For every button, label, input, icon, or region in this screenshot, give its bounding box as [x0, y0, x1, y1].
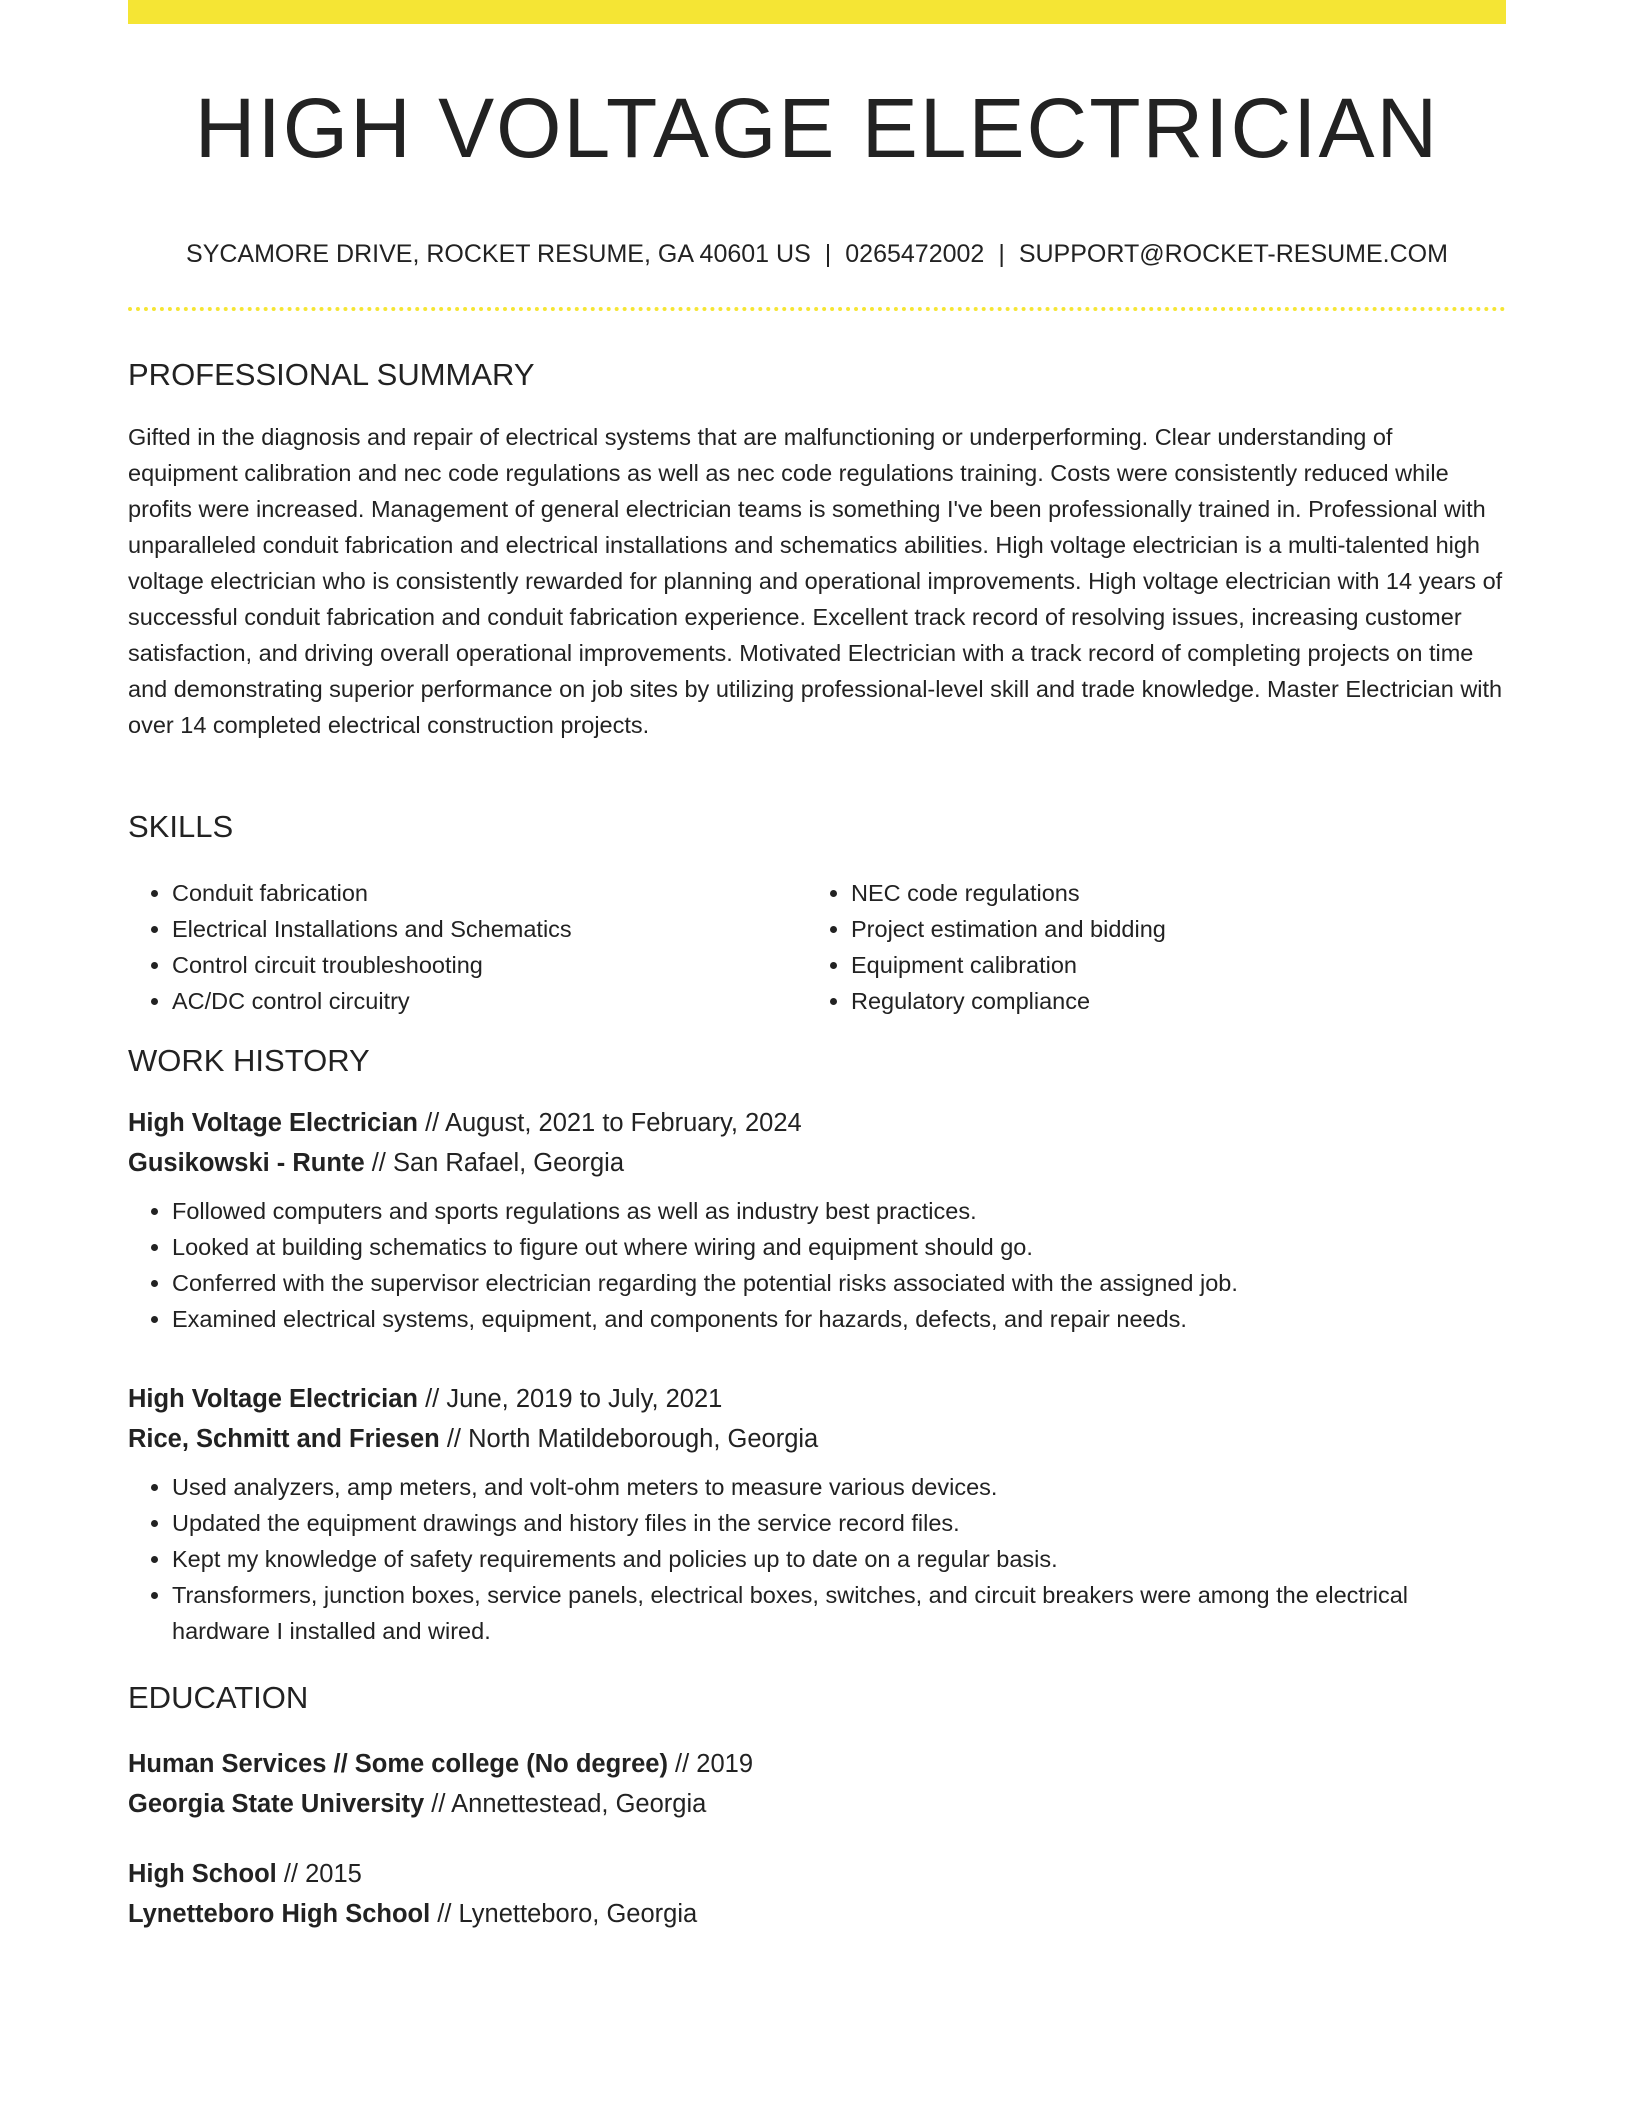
job-entry — [128, 1379, 1506, 1649]
header-divider — [128, 307, 1506, 311]
skill-item: • Project estimation and bidding — [851, 911, 1486, 947]
contact-email: SUPPORT@ROCKET-RESUME.COM — [1018, 240, 1448, 268]
job-title-line — [128, 1103, 1506, 1143]
job-bullet: • Kept my knowledge of safety requirements and policies up to date on a regular basis. — [172, 1541, 1506, 1577]
education-school-line — [128, 1784, 1506, 1824]
resume-title: HIGH VOLTAGE ELECTRICIAN — [194, 81, 1440, 175]
job-title: High Voltage Electrician — [128, 1109, 419, 1138]
job-dates: // June, 2019 to July, 2021 — [418, 1385, 723, 1414]
education-entry — [128, 1854, 1506, 1934]
job-dates: // August, 2021 to February, 2024 — [418, 1109, 802, 1138]
job-bullet: • Examined electrical systems, equipment, and components for hazards, defects, and repair needs. — [172, 1301, 1506, 1337]
job-title-line — [128, 1379, 1506, 1419]
job-bullets — [128, 1469, 1506, 1649]
summary-text: Gifted in the diagnosis and repair of electrical systems that are malfunctioning or underperforming. Clear understanding of equipment calibration and nec code regulations as well as nec code regulations training. Costs were consistently reduced while profits were increased. Management of general electrician teams is something I've been professionally trained in. Professional with unparalleled conduit fabrication and electrical installations and schematics abilities. High voltage electrician is a multi-talented high voltage electrician who is consistently rewarded for planning and operational improvements. High voltage electrician with 14 years of successful conduit fabrication and conduit fabrication experience. Excellent track record of resolving issues, increasing customer satisfaction, and driving overall operational improvements. Motivated Electrician with a track record of completing projects on time and demonstrating superior performance on job sites by utilizing professional-level skill and trade knowledge. Master Electrician with over 14 completed electrical construction projects. — [128, 424, 1503, 739]
job-bullet: • Followed computers and sports regulations as well as industry best practices. — [172, 1193, 1506, 1229]
skills-section — [128, 808, 1506, 1019]
skill-item: • AC/DC control circuitry — [172, 983, 807, 1019]
job-location: // North Matildeborough, Georgia — [439, 1425, 819, 1454]
job-entry — [128, 1103, 1506, 1337]
work-history-section — [128, 1042, 1506, 1649]
summary-section — [128, 356, 1506, 743]
contact-line — [128, 238, 1506, 271]
job-bullet: • Transformers, junction boxes, service panels, electrical boxes, switches, and circuit breakers were among the electrical hardware I installed and wired. — [172, 1577, 1506, 1649]
education-year: // 2019 — [667, 1750, 754, 1779]
skills-left-column — [128, 875, 807, 1019]
skills-grid — [128, 875, 1506, 1019]
education-year: // 2015 — [276, 1860, 362, 1889]
education-degree-line — [128, 1854, 1506, 1894]
top-accent-bar — [128, 0, 1506, 24]
education-school: Lynetteboro High School — [128, 1900, 431, 1929]
skill-item: • NEC code regulations — [851, 875, 1486, 911]
skill-item: • Electrical Installations and Schematics — [172, 911, 807, 947]
education-degree: High School — [128, 1860, 277, 1889]
skill-item: • Control circuit troubleshooting — [172, 947, 807, 983]
skill-item: • Regulatory compliance — [851, 983, 1486, 1019]
job-bullet: • Used analyzers, amp meters, and volt-ohm meters to measure various devices. — [172, 1469, 1506, 1505]
job-location: // San Rafael, Georgia — [364, 1149, 625, 1178]
job-bullet: • Conferred with the supervisor electrician regarding the potential risks associated with the assigned job. — [172, 1265, 1506, 1301]
job-company-line — [128, 1419, 1506, 1459]
contact-separator: | — [824, 240, 832, 268]
skills-right-column — [807, 875, 1486, 1019]
summary-heading: PROFESSIONAL SUMMARY — [128, 357, 535, 392]
contact-separator: | — [998, 240, 1005, 268]
education-degree: Human Services // Some college (No degree) — [128, 1750, 668, 1779]
education-location: // Lynetteboro, Georgia — [430, 1900, 698, 1929]
job-bullets — [128, 1193, 1506, 1337]
job-company: Gusikowski - Runte — [128, 1149, 365, 1178]
job-company: Rice, Schmitt and Friesen — [128, 1425, 440, 1454]
education-school: Georgia State University — [128, 1790, 425, 1819]
education-location: // Annettestead, Georgia — [424, 1790, 707, 1819]
contact-phone: 0265472002 — [845, 240, 985, 268]
education-entry — [128, 1744, 1506, 1824]
job-bullet: • Updated the equipment drawings and history files in the service record files. — [172, 1505, 1506, 1541]
work-history-heading: WORK HISTORY — [128, 1043, 370, 1078]
job-title: High Voltage Electrician — [128, 1385, 419, 1414]
education-school-line — [128, 1894, 1506, 1934]
education-heading: EDUCATION — [128, 1680, 309, 1715]
education-degree-line — [128, 1744, 1506, 1784]
contact-address: SYCAMORE DRIVE, ROCKET RESUME, GA 40601 US — [186, 240, 811, 268]
job-company-line — [128, 1143, 1506, 1183]
education-section — [128, 1679, 1506, 1934]
job-bullet: • Looked at building schematics to figure out where wiring and equipment should go. — [172, 1229, 1506, 1265]
skills-heading: SKILLS — [128, 809, 234, 844]
skill-item: • Conduit fabrication — [172, 875, 807, 911]
skill-item: • Equipment calibration — [851, 947, 1486, 983]
